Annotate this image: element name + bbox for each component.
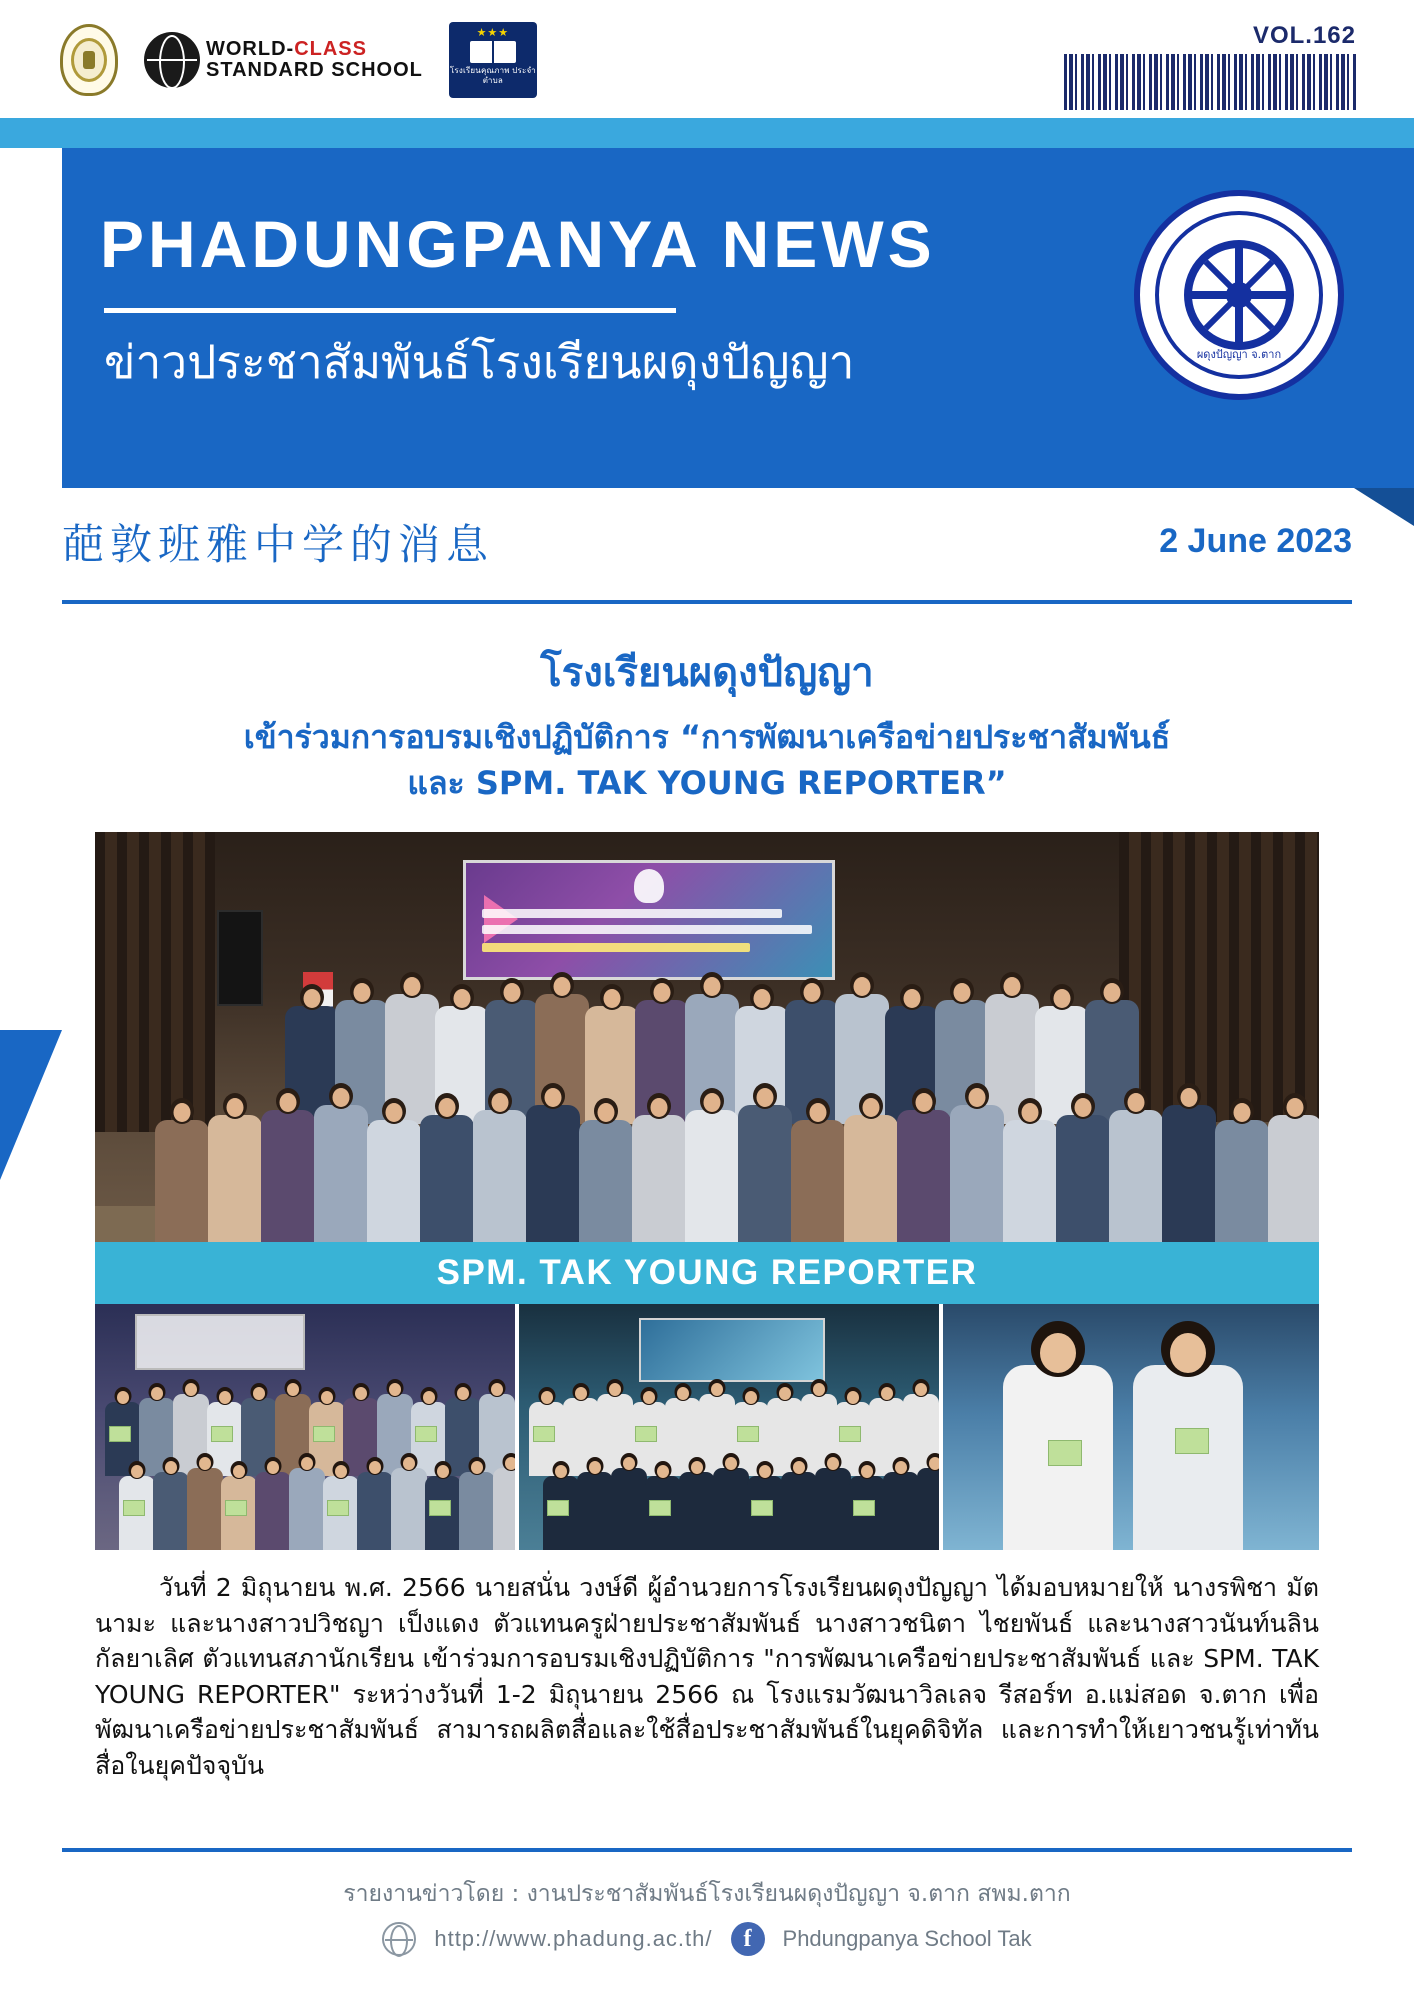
school-seal-icon [1134, 190, 1344, 400]
footer-rule [62, 1848, 1352, 1852]
crowd-person [261, 1110, 315, 1242]
quality-school-label: โรงเรียนคุณภาพ ประจำตำบล [449, 66, 536, 85]
strip-person [153, 1472, 189, 1550]
logo-group [60, 22, 537, 98]
article-subtitle-line1: เข้าร่วมการอบรมเชิงปฏิบัติการ “การพัฒนาเครือข่ายประชาสัมพันธ์ [243, 718, 1171, 756]
strip3-student-2 [1133, 1365, 1243, 1550]
strip1-people [95, 1390, 515, 1550]
crowd-person [1162, 1105, 1216, 1242]
facebook-icon[interactable]: f [731, 1922, 765, 1956]
name-card [649, 1500, 671, 1516]
strip-person [493, 1468, 515, 1550]
crowd-person [1215, 1120, 1269, 1242]
name-card [839, 1426, 861, 1442]
strip-person [391, 1468, 427, 1550]
header-rule [62, 600, 1352, 604]
strip-person [781, 1472, 817, 1550]
masthead-divider [104, 308, 676, 313]
footer-credit: รายงานข่าวโดย : งานประชาสัมพันธ์โรงเรียนผดุงปัญญา จ.ตาก สพม.ตาก [343, 1881, 1071, 1907]
name-card [225, 1500, 247, 1516]
name-card [109, 1426, 131, 1442]
strip-person [289, 1468, 325, 1550]
strip-person [459, 1472, 495, 1550]
strip-person [187, 1468, 223, 1550]
name-card [751, 1500, 773, 1516]
photo-banner-label: SPM. TAK YOUNG REPORTER [95, 1242, 1319, 1304]
bottom-margin-decor [0, 1966, 1414, 2000]
crowd-person [632, 1115, 686, 1242]
globe-icon [144, 32, 200, 88]
stars-icon: ★★★ [476, 27, 510, 39]
strip-person [357, 1472, 393, 1550]
strip-person [713, 1468, 749, 1550]
strip-person [611, 1468, 647, 1550]
crowd-person [208, 1115, 262, 1242]
crowd-person [155, 1120, 209, 1242]
strip2-people [519, 1390, 939, 1550]
barcode-graphic [1064, 54, 1356, 110]
wcs-line2: STANDARD SCHOOL [206, 59, 423, 81]
name-card [415, 1426, 437, 1442]
crowd-person [420, 1115, 474, 1242]
wcs-logo-text [206, 39, 423, 81]
crowd-person [738, 1105, 792, 1242]
strip2-screen [639, 1318, 825, 1382]
issue-date: 2 June 2023 [1159, 522, 1352, 560]
name-card [737, 1426, 759, 1442]
strip-photo-2 [519, 1304, 939, 1550]
crowd-person [526, 1105, 580, 1242]
crowd-person [1109, 1110, 1163, 1242]
name-card [327, 1500, 349, 1516]
main-group-photo [95, 832, 1319, 1242]
crowd-person [950, 1105, 1004, 1242]
quality-school-logo [449, 22, 537, 98]
world-class-standard-school-logo [144, 32, 423, 88]
chinese-title: 葩敦班雅中学的消息 [62, 520, 495, 569]
photo-strip [95, 1304, 1319, 1550]
book-icon [470, 41, 516, 63]
wcs-line1-a: WORLD- [206, 38, 295, 60]
name-card [123, 1500, 145, 1516]
crowd-person [314, 1105, 368, 1242]
name-card [635, 1426, 657, 1442]
crowd-person [791, 1120, 845, 1242]
masthead-title-th: ข่าวประชาสัมพันธ์โรงเรียนผดุงปัญญา [104, 335, 855, 389]
seal-text: ผดุงปัญญา จ.ตาก [1196, 348, 1282, 361]
strip-person [917, 1468, 939, 1550]
article-title: โรงเรียนผดุงปัญญา [540, 650, 874, 696]
name-card [429, 1500, 451, 1516]
strip3-card-1 [1048, 1440, 1082, 1466]
website-globe-icon [382, 1922, 416, 1956]
crowd-person [844, 1115, 898, 1242]
garuda-emblem-icon [60, 24, 118, 96]
crowd-person [1003, 1120, 1057, 1242]
masthead-title-en: PHADUNGPANYA NEWS [100, 207, 936, 281]
strip-photo-1 [95, 1304, 515, 1550]
volume-label: VOL.162 [1252, 22, 1356, 49]
strip-photo-3 [943, 1304, 1319, 1550]
website-url[interactable]: http://www.phadung.ac.th/ [434, 1926, 713, 1951]
footer-links [0, 1922, 1414, 1956]
article-subtitle-line2: และ SPM. TAK YOUNG REPORTER” [407, 764, 1007, 802]
strip3-card-2 [1175, 1428, 1209, 1454]
strip1-screen [135, 1314, 305, 1370]
crowd-person [473, 1110, 527, 1242]
crowd-person [1056, 1115, 1110, 1242]
strip-person [255, 1472, 291, 1550]
subhead-row [62, 512, 1352, 584]
name-card [853, 1500, 875, 1516]
article-body: วันที่ 2 มิถุนายน พ.ศ. 2566 นายสนั่น วงษ์ดี ผู้อำนวยการโรงเรียนผดุงปัญญา ได้มอบหมายให้ นางรพิชา มัตนามะ และนางสาวปวิชญา เป็งแดง ตัวแทนครูฝ่ายประชาสัมพันธ์ นางสาวชนิตา ไชยพันธ์ และนางสาวนันท์นลิน กัลยาเลิศ ตัวแทนสภานักเรียน เข้าร่วมการอบรมเชิงปฏิบัติการ "การพัฒนาเครือข่ายประชาสัมพันธ์ และ SPM. TAK YOUNG REPORTER" ระหว่างวันที่ 1-2 มิถุนายน 2566 ณ โรงแรมวัฒนาวิลเลจ รีสอร์ท อ.แม่สอด จ.ตาก เพื่อพัฒนาเครือข่ายประชาสัมพันธ์ สามารถผลิตสื่อและใช้สื่อประชาสัมพันธ์ในยุคดิจิทัล และการทำให้เยาวชนรู้เท่าทันสื่อในยุคปัจจุบัน [95, 1573, 1319, 1780]
facebook-page-name[interactable]: Phdungpanya School Tak [782, 1926, 1032, 1951]
crowd-person [1268, 1115, 1319, 1242]
stage-speaker-icon [217, 910, 263, 1006]
crowd-person [367, 1120, 421, 1242]
name-card [547, 1500, 569, 1516]
name-card [313, 1426, 335, 1442]
name-card [533, 1426, 555, 1442]
strip-person [577, 1472, 613, 1550]
strip-person [815, 1468, 851, 1550]
left-corner-triangle [0, 1030, 62, 1180]
name-card [211, 1426, 233, 1442]
masthead-panel [62, 148, 1414, 488]
crowd-person [897, 1110, 951, 1242]
strip-person [679, 1472, 715, 1550]
crowd-person [685, 1110, 739, 1242]
crowd-person [579, 1120, 633, 1242]
strip-person [883, 1472, 919, 1550]
wcs-line1-b: CLASS [294, 38, 367, 60]
presentation-screen [463, 860, 835, 980]
crowd-of-attendees [95, 1004, 1319, 1242]
